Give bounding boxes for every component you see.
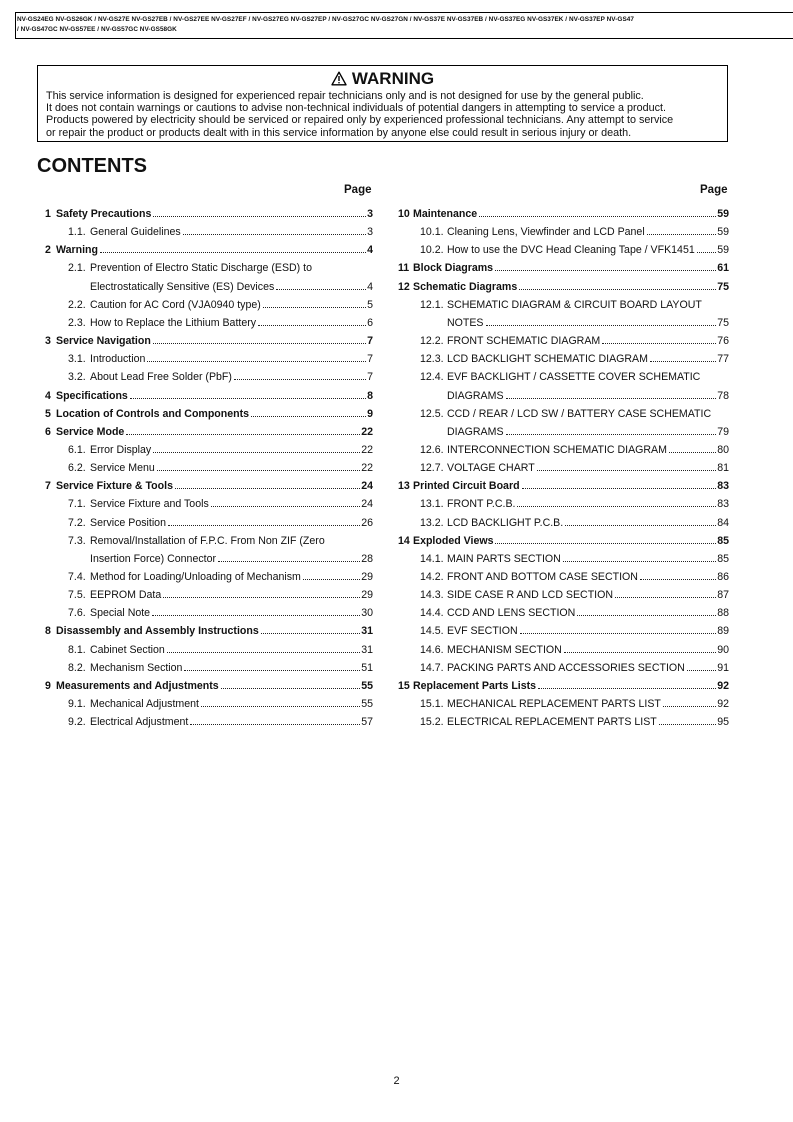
toc-dot-leader	[563, 561, 716, 562]
toc-entry-title: How to use the DVC Head Cleaning Tape / VFK1451	[447, 244, 695, 257]
toc-entry-number: 2.2.	[68, 298, 86, 311]
toc-entry-page: 59	[717, 244, 729, 257]
toc-entry-page: 6	[367, 316, 373, 329]
toc-subsection-entry[interactable]	[420, 588, 729, 602]
toc-subsection-entry[interactable]	[420, 497, 729, 511]
toc-subsection-entry[interactable]	[447, 389, 729, 403]
toc-entry-page: 31	[361, 625, 373, 638]
toc-entry-number: 9.1.	[68, 698, 86, 711]
toc-subsection-entry[interactable]	[420, 624, 729, 638]
toc-entry-page: 29	[361, 589, 373, 602]
toc-section-entry[interactable]	[398, 679, 729, 693]
toc-entry-number: 12.1.	[420, 298, 444, 311]
toc-dot-leader	[663, 706, 716, 707]
toc-dot-leader	[495, 270, 716, 271]
toc-subsection-entry[interactable]	[420, 715, 729, 729]
toc-dot-leader	[276, 289, 366, 290]
toc-entry-page: 57	[361, 716, 373, 729]
toc-entry-title: Exploded Views	[413, 534, 494, 547]
toc-entry-number: 14.7.	[420, 661, 444, 674]
toc-subsection-entry[interactable]	[420, 443, 729, 457]
toc-entry-number: 7.6.	[68, 607, 86, 620]
toc-entry-page: 22	[361, 443, 373, 456]
toc-subsection-entry[interactable]	[68, 643, 373, 657]
toc-entry-page: 77	[717, 353, 729, 366]
toc-subsection-entry[interactable]	[420, 643, 729, 657]
toc-subsection-entry[interactable]	[420, 570, 729, 584]
toc-subsection-entry[interactable]	[68, 316, 373, 330]
toc-dot-leader	[538, 688, 716, 689]
toc-entry-title: Service Navigation	[56, 335, 151, 348]
toc-entry-page: 4	[367, 280, 373, 293]
toc-entry-number: 2.3.	[68, 316, 86, 329]
toc-entry-title: EEPROM Data	[90, 589, 162, 602]
toc-dot-leader	[167, 652, 360, 653]
toc-entry-title: CCD AND LENS SECTION	[447, 607, 576, 620]
toc-section-entry[interactable]	[398, 534, 729, 548]
toc-entry-number: 12.5.	[420, 407, 444, 420]
toc-dot-leader	[647, 234, 717, 235]
toc-entry-number: 2.1.	[68, 262, 86, 275]
toc-entry-number: 15.2.	[420, 716, 444, 729]
toc-entry-page: 9	[367, 407, 373, 420]
toc-dot-leader	[190, 724, 360, 725]
toc-dot-leader	[153, 452, 360, 453]
toc-subsection-entry[interactable]	[420, 352, 729, 366]
toc-subsection-entry[interactable]	[68, 715, 373, 729]
warning-line: It does not contain warnings or cautions to advise non-technical individuals of potential dangers in attempting to service a product.	[46, 102, 666, 115]
toc-dot-leader	[175, 488, 360, 489]
toc-entry-title: FRONT P.C.B.	[447, 498, 516, 511]
toc-dot-leader	[650, 361, 716, 362]
toc-entry-title: PACKING PARTS AND ACCESSORIES SECTION	[447, 661, 685, 674]
toc-section-entry[interactable]	[45, 243, 373, 257]
toc-entry-number: 6.2.	[68, 462, 86, 475]
toc-entry-title: Mechanism Section	[90, 661, 183, 674]
toc-entry-number: 6	[45, 425, 51, 438]
toc-entry-page: 91	[717, 661, 729, 674]
warning-box	[37, 65, 728, 142]
toc-subsection-entry[interactable]	[68, 497, 373, 511]
toc-dot-leader	[669, 452, 716, 453]
toc-subsection-entry[interactable]	[68, 352, 373, 366]
toc-entry-number: 3	[45, 335, 51, 348]
toc-entry-title: Maintenance	[413, 208, 478, 220]
toc-entry-page: 75	[717, 316, 729, 329]
toc-entry-page: 7	[367, 353, 373, 366]
toc-entry-page: 24	[361, 480, 373, 493]
toc-entry-page: 75	[717, 280, 729, 293]
warning-line: Products powered by electricity should be serviced or repaired only by experienced professional technicians. Any attempt to service	[46, 114, 674, 127]
toc-entry-page: 8	[367, 389, 373, 402]
toc-entry-title: Measurements and Adjustments	[56, 679, 219, 692]
toc-dot-leader	[263, 307, 366, 308]
toc-entry-title: FRONT SCHEMATIC DIAGRAM	[447, 335, 601, 348]
toc-dot-leader	[659, 724, 716, 725]
toc-entry-number: 15.1.	[420, 698, 444, 711]
toc-entry-title: FRONT AND BOTTOM CASE SECTION	[447, 571, 638, 583]
toc-entry-title: Prevention of Electro Static Discharge (ESD) to	[90, 262, 312, 275]
toc-entry-number: 8.1.	[68, 643, 86, 656]
toc-entry-page: 76	[717, 335, 729, 348]
toc-dot-leader	[130, 398, 366, 399]
toc-entry-number: 12	[398, 280, 410, 293]
toc-section-entry[interactable]	[398, 280, 729, 294]
toc-entry-title: SCHEMATIC DIAGRAM & CIRCUIT BOARD LAYOUT	[447, 298, 702, 311]
toc-entry-title: Caution for AC Cord (VJA0940 type)	[90, 298, 261, 311]
toc-entry-title: Method for Loading/Unloading of Mechanism	[90, 571, 301, 583]
toc-dot-leader	[258, 325, 366, 326]
toc-entry-page: 51	[361, 661, 373, 674]
toc-entry-title: NOTES	[447, 316, 484, 329]
warning-heading	[38, 69, 727, 89]
toc-entry-number: 9.2.	[68, 716, 86, 729]
toc-section-entry[interactable]	[398, 261, 729, 275]
toc-subsection-entry[interactable]	[68, 261, 373, 275]
toc-entry-title: Service Fixture and Tools	[90, 498, 209, 511]
toc-entry-title: DIAGRAMS	[447, 425, 504, 438]
toc-dot-leader	[687, 670, 716, 671]
toc-subsection-entry[interactable]	[420, 661, 729, 675]
toc-entry-title: Service Position	[90, 516, 166, 529]
toc-section-entry[interactable]	[45, 389, 373, 403]
toc-entry-title: Warning	[56, 244, 98, 257]
toc-subsection-entry[interactable]	[68, 570, 373, 584]
toc-entry-title: INTERCONNECTION SCHEMATIC DIAGRAM	[447, 443, 667, 456]
toc-entry-page: 7	[367, 371, 373, 384]
toc-dot-leader	[537, 470, 716, 471]
toc-dot-leader	[218, 561, 360, 562]
toc-dot-leader	[519, 289, 716, 290]
toc-section-entry[interactable]	[45, 679, 373, 693]
toc-entry-number: 9	[45, 679, 51, 692]
toc-entry-number: 1	[45, 208, 51, 220]
toc-subsection-entry[interactable]	[68, 661, 373, 675]
toc-entry-page: 55	[361, 679, 373, 692]
warning-line: This service information is designed for experienced repair technicians only and is not designed for use by the general public.	[46, 90, 644, 102]
toc-subsection-entry[interactable]	[90, 280, 373, 294]
toc-section-entry[interactable]	[45, 624, 373, 638]
toc-entry-page: 22	[361, 425, 373, 438]
toc-dot-leader	[157, 470, 360, 471]
toc-entry-title: LCD BACKLIGHT SCHEMATIC DIAGRAM	[447, 353, 648, 366]
toc-entry-title: Electrostatically Sensitive (ES) Devices	[90, 280, 275, 293]
toc-subsection-entry[interactable]	[68, 298, 373, 312]
toc-entry-number: 12.3.	[420, 353, 444, 366]
toc-entry-title: Location of Controls and Components	[56, 407, 250, 420]
toc-dot-leader	[303, 579, 360, 580]
toc-entry-number: 2	[45, 244, 51, 257]
toc-entry-page: 26	[361, 516, 373, 529]
toc-entry-number: 8.2.	[68, 661, 86, 674]
toc-subsection-entry[interactable]	[420, 243, 729, 257]
toc-entry-page: 90	[717, 643, 729, 656]
toc-entry-page: 3	[367, 226, 373, 239]
toc-entry-number: 14.2.	[420, 571, 444, 583]
toc-dot-leader	[697, 252, 716, 253]
toc-entry-number: 12.2.	[420, 335, 444, 348]
toc-dot-leader	[183, 234, 366, 235]
toc-entry-title: CCD / REAR / LCD SW / BATTERY CASE SCHEMATIC	[447, 407, 712, 420]
toc-dot-leader	[100, 252, 366, 253]
toc-dot-leader	[184, 670, 360, 671]
toc-subsection-entry[interactable]	[68, 443, 373, 457]
toc-entry-number: 3.1.	[68, 353, 86, 366]
page-column-label-right: Page	[700, 184, 728, 196]
toc-entry-page: 81	[717, 462, 729, 475]
toc-entry-title: Cabinet Section	[90, 643, 165, 656]
warning-triangle-icon	[331, 71, 347, 86]
toc-dot-leader	[147, 361, 366, 362]
toc-subsection-entry[interactable]	[447, 316, 729, 330]
toc-entry-page: 61	[717, 262, 729, 275]
toc-entry-page: 88	[717, 607, 729, 620]
toc-entry-title: How to Replace the Lithium Battery	[90, 316, 257, 329]
toc-subsection-entry[interactable]	[420, 697, 729, 711]
toc-entry-number: 14.3.	[420, 589, 444, 602]
toc-subsection-entry[interactable]	[420, 552, 729, 566]
toc-entry-page: 5	[367, 298, 373, 311]
toc-entry-number: 10.1.	[420, 226, 444, 239]
toc-entry-page: 95	[717, 716, 729, 729]
toc-entry-page: 89	[717, 625, 729, 638]
page-column-label-left: Page	[344, 184, 372, 196]
toc-entry-title: Insertion Force) Connector	[90, 552, 217, 565]
toc-subsection-entry[interactable]	[420, 461, 729, 475]
toc-entry-number: 3.2.	[68, 371, 86, 384]
toc-entry-number: 15	[398, 679, 410, 692]
toc-entry-number: 14	[398, 534, 410, 547]
toc-entry-title: Service Menu	[90, 462, 155, 475]
toc-entry-title: DIAGRAMS	[447, 389, 504, 402]
toc-entry-page: 31	[361, 643, 373, 656]
toc-subsection-entry[interactable]	[447, 425, 729, 439]
toc-subsection-entry[interactable]	[68, 697, 373, 711]
toc-entry-number: 10.2.	[420, 244, 444, 257]
toc-subsection-entry[interactable]	[68, 606, 373, 620]
toc-entry-title: Block Diagrams	[413, 262, 494, 275]
toc-entry-page: 28	[361, 552, 373, 565]
toc-subsection-entry[interactable]	[420, 298, 729, 312]
toc-entry-title: MECHANICAL REPLACEMENT PARTS LIST	[447, 698, 661, 711]
toc-entry-title: Service Mode	[56, 425, 125, 438]
toc-entry-page: 83	[717, 480, 729, 493]
toc-entry-title: Disassembly and Assembly Instructions	[56, 625, 259, 638]
toc-subsection-entry[interactable]	[68, 588, 373, 602]
page-number: 2	[393, 1075, 400, 1087]
toc-entry-title: EVF BACKLIGHT / CASSETTE COVER SCHEMATIC	[447, 371, 701, 384]
toc-entry-title: Cleaning Lens, Viewfinder and LCD Panel	[447, 226, 645, 239]
toc-entry-title: Electrical Adjustment	[90, 716, 189, 729]
toc-entry-number: 7	[45, 480, 51, 493]
toc-entry-number: 14.1.	[420, 552, 444, 565]
toc-entry-page: 78	[717, 389, 729, 402]
toc-entry-number: 7.4.	[68, 571, 86, 583]
toc-entry-title: Removal/Installation of F.P.C. From Non ZIF (Zero	[90, 534, 325, 547]
toc-entry-number: 14.4.	[420, 607, 444, 620]
toc-dot-leader	[506, 398, 717, 399]
toc-subsection-entry[interactable]	[420, 606, 729, 620]
toc-dot-leader	[602, 343, 716, 344]
warning-title: WARNING	[351, 69, 435, 88]
toc-dot-leader	[520, 633, 717, 634]
toc-subsection-entry[interactable]	[68, 370, 373, 384]
toc-entry-page: 22	[361, 462, 373, 475]
toc-dot-leader	[640, 579, 716, 580]
toc-dot-leader	[564, 652, 716, 653]
toc-subsection-entry[interactable]	[420, 334, 729, 348]
toc-section-entry[interactable]	[45, 425, 373, 439]
warning-line: or repair the product or products dealt with in this service information by anyone else could result in serious injury or death.	[46, 126, 632, 139]
toc-entry-title: Special Note	[90, 607, 151, 620]
toc-dot-leader	[517, 506, 716, 507]
toc-entry-number: 14.5.	[420, 625, 444, 638]
toc-dot-leader	[211, 506, 360, 507]
toc-dot-leader	[201, 706, 360, 707]
toc-dot-leader	[234, 379, 366, 380]
toc-entry-page: 59	[717, 226, 729, 239]
toc-entry-number: 7.5.	[68, 589, 86, 602]
toc-entry-title: LCD BACKLIGHT P.C.B.	[447, 516, 564, 529]
toc-entry-page: 4	[367, 244, 373, 257]
toc-dot-leader	[506, 434, 717, 435]
toc-section-entry[interactable]	[45, 334, 373, 348]
toc-entry-title: Safety Precautions	[56, 208, 152, 220]
toc-entry-title: Introduction	[90, 353, 146, 366]
toc-entry-number: 12.4.	[420, 371, 444, 384]
toc-entry-page: 87	[717, 589, 729, 602]
toc-dot-leader	[565, 525, 716, 526]
toc-dot-leader	[163, 597, 360, 598]
toc-entry-page: 92	[717, 698, 729, 711]
toc-entry-page: 92	[717, 679, 729, 692]
toc-entry-number: 13.2.	[420, 516, 444, 529]
toc-entry-page: 29	[361, 571, 373, 583]
toc-entry-page: 30	[361, 607, 373, 620]
toc-dot-leader	[577, 615, 716, 616]
toc-dot-leader	[479, 216, 716, 217]
toc-entry-number: 13.1.	[420, 498, 444, 511]
toc-entry-title: MECHANISM SECTION	[447, 643, 562, 656]
toc-subsection-entry[interactable]	[420, 516, 729, 530]
toc-entry-page: 86	[717, 571, 729, 583]
toc-entry-number: 6.1.	[68, 443, 86, 456]
toc-dot-leader	[251, 416, 366, 417]
toc-subsection-entry[interactable]	[420, 225, 729, 239]
toc-entry-page: 59	[717, 208, 729, 220]
toc-dot-leader	[261, 633, 360, 634]
toc-entry-number: 11	[398, 262, 410, 275]
toc-dot-leader	[615, 597, 716, 598]
toc-entry-title: Mechanical Adjustment	[90, 698, 199, 711]
toc-entry-number: 5	[45, 407, 51, 420]
toc-dot-leader	[153, 216, 366, 217]
model-header	[15, 12, 793, 39]
model-list-line-2: / NV-GS47GC NV-GS57EE / NV-GS57GC NV-GS58GK	[17, 26, 177, 33]
toc-entry-title: Schematic Diagrams	[413, 280, 518, 293]
toc-entry-number: 8	[45, 625, 51, 638]
toc-dot-leader	[168, 525, 360, 526]
toc-entry-page: 85	[717, 552, 729, 565]
toc-entry-number: 4	[45, 389, 51, 402]
toc-entry-title: ELECTRICAL REPLACEMENT PARTS LIST	[447, 716, 657, 729]
toc-entry-page: 84	[717, 516, 729, 529]
contents-title: CONTENTS	[37, 155, 147, 177]
toc-subsection-entry[interactable]	[420, 370, 729, 384]
toc-entry-title: About Lead Free Solder (PbF)	[90, 371, 232, 384]
toc-entry-title: General Guidelines	[90, 226, 181, 239]
toc-entry-number: 1.1.	[68, 226, 86, 239]
toc-dot-leader	[152, 615, 360, 616]
toc-entry-page: 79	[717, 425, 729, 438]
toc-entry-page: 55	[361, 698, 373, 711]
toc-subsection-entry[interactable]	[420, 407, 729, 421]
toc-dot-leader	[522, 488, 717, 489]
toc-section-entry[interactable]	[45, 207, 373, 221]
toc-subsection-entry[interactable]	[68, 516, 373, 530]
toc-entry-page: 24	[361, 498, 373, 511]
toc-entry-title: Specifications	[56, 389, 128, 402]
toc-entry-page: 85	[717, 534, 729, 547]
toc-entry-number: 10	[398, 208, 410, 220]
toc-section-entry[interactable]	[45, 407, 373, 421]
toc-entry-title: VOLTAGE CHART	[447, 462, 535, 475]
toc-entry-number: 13	[398, 480, 410, 493]
toc-entry-page: 80	[717, 443, 729, 456]
toc-entry-title: Printed Circuit Board	[413, 480, 520, 493]
toc-entry-page: 7	[367, 335, 373, 348]
toc-dot-leader	[486, 325, 717, 326]
toc-dot-leader	[126, 434, 360, 435]
toc-entry-page: 3	[367, 208, 373, 220]
toc-entry-number: 14.6.	[420, 643, 444, 656]
toc-dot-leader	[495, 543, 716, 544]
toc-entry-number: 7.2.	[68, 516, 86, 529]
toc-subsection-entry[interactable]	[68, 225, 373, 239]
toc-subsection-entry[interactable]	[68, 461, 373, 475]
toc-entry-title: Service Fixture & Tools	[56, 480, 173, 493]
model-list-line-1: NV-GS24EG NV-GS26GK / NV-GS27E NV-GS27EB / NV-GS27EE NV-GS27EF / NV-GS27EG NV-GS27EP / NV-GS27GC NV-GS27GN / NV-GS37E NV-GS37EB / NV-GS37EG NV-GS37EK / NV-GS37EP NV-GS47	[17, 16, 634, 23]
toc-entry-title: Replacement Parts Lists	[413, 679, 537, 692]
toc-entry-number: 12.7.	[420, 462, 444, 475]
warning-text	[46, 90, 723, 139]
toc-dot-leader	[221, 688, 361, 689]
toc-dot-leader	[153, 343, 366, 344]
toc-entry-title: SIDE CASE R AND LCD SECTION	[447, 589, 614, 602]
toc-subsection-entry[interactable]	[90, 552, 373, 566]
toc-entry-title: EVF SECTION	[447, 625, 518, 638]
toc-entry-title: MAIN PARTS SECTION	[447, 552, 561, 565]
toc-entry-number: 12.6.	[420, 443, 444, 456]
toc-section-entry[interactable]	[45, 479, 373, 493]
toc-entry-number: 7.1.	[68, 498, 86, 511]
toc-entry-title: Error Display	[90, 443, 152, 456]
toc-section-entry[interactable]	[398, 479, 729, 493]
toc-subsection-entry[interactable]	[68, 534, 373, 548]
toc-section-entry[interactable]	[398, 207, 729, 221]
toc-entry-number: 7.3.	[68, 534, 86, 547]
toc-entry-page: 83	[717, 498, 729, 511]
